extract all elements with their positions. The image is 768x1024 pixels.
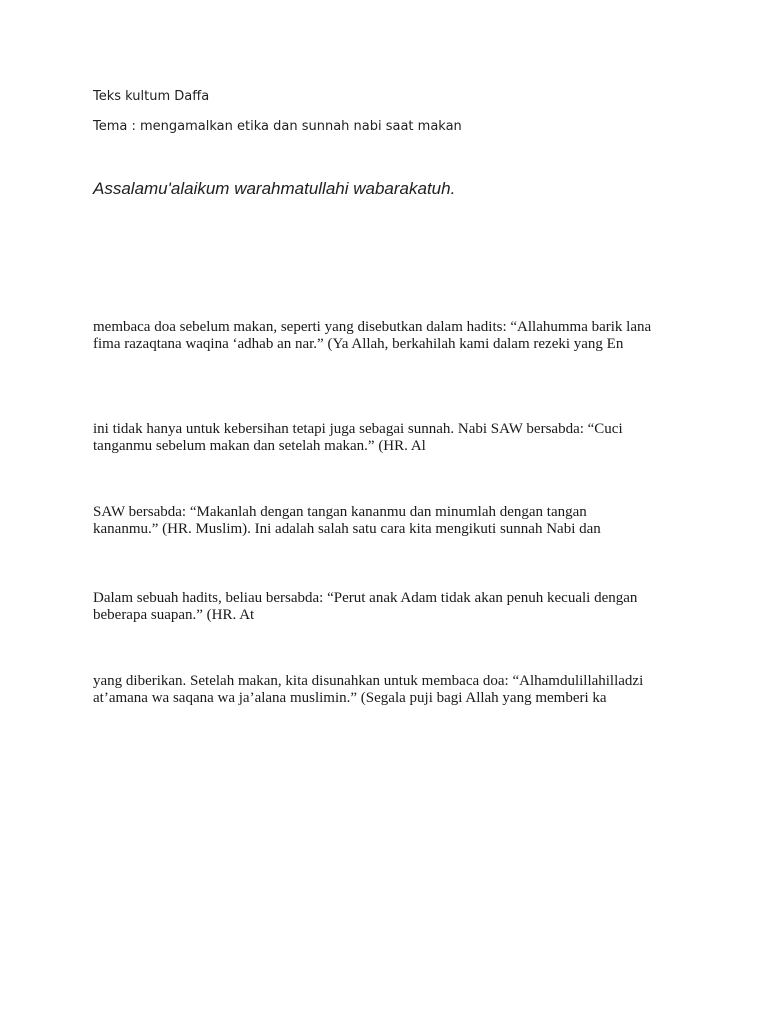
paragraph-4 xyxy=(93,590,693,624)
greeting-text: Assalamu'alaikum warahmatullahi wabarakatuh. xyxy=(93,179,456,198)
paragraph-2 xyxy=(93,421,693,455)
paragraph-line: SAW bersabda: “Makanlah dengan tangan kananmu dan minumlah dengan tangan xyxy=(93,504,587,520)
paragraph-5 xyxy=(93,673,693,707)
paragraph-line: Dalam sebuah hadits, beliau bersabda: “Perut anak Adam tidak akan penuh kecuali dengan xyxy=(93,590,638,606)
paragraph-line: beberapa suapan.” (HR. At xyxy=(93,607,255,623)
paragraph-line: ini tidak hanya untuk kebersihan tetapi juga sebagai sunnah. Nabi SAW bersabda: “Cuci xyxy=(93,421,623,437)
paragraph-line: membaca doa sebelum makan, seperti yang disebutkan dalam hadits: “Allahumma barik lana xyxy=(93,319,652,335)
document-theme: Tema : mengamalkan etika dan sunnah nabi saat makan xyxy=(93,119,462,134)
paragraph-3 xyxy=(93,504,693,538)
paragraph-line: kananmu.” (HR. Muslim). Ini adalah salah satu cara kita mengikuti sunnah Nabi dan xyxy=(93,521,601,537)
paragraph-line: at’amana wa saqana wa ja’alana muslimin.” (Segala puji bagi Allah yang memberi ka xyxy=(93,690,607,706)
document-title: Teks kultum Daffa xyxy=(93,89,210,104)
paragraph-line: fima razaqtana waqina ‘adhab an nar.” (Ya Allah, berkahilah kami dalam rezeki yang En xyxy=(93,336,624,352)
paragraph-line: tanganmu sebelum makan dan setelah makan.” (HR. Al xyxy=(93,438,426,454)
paragraph-1 xyxy=(93,319,693,353)
paragraph-line: yang diberikan. Setelah makan, kita disunahkan untuk membaca doa: “Alhamdulillahilladzi xyxy=(93,673,644,689)
